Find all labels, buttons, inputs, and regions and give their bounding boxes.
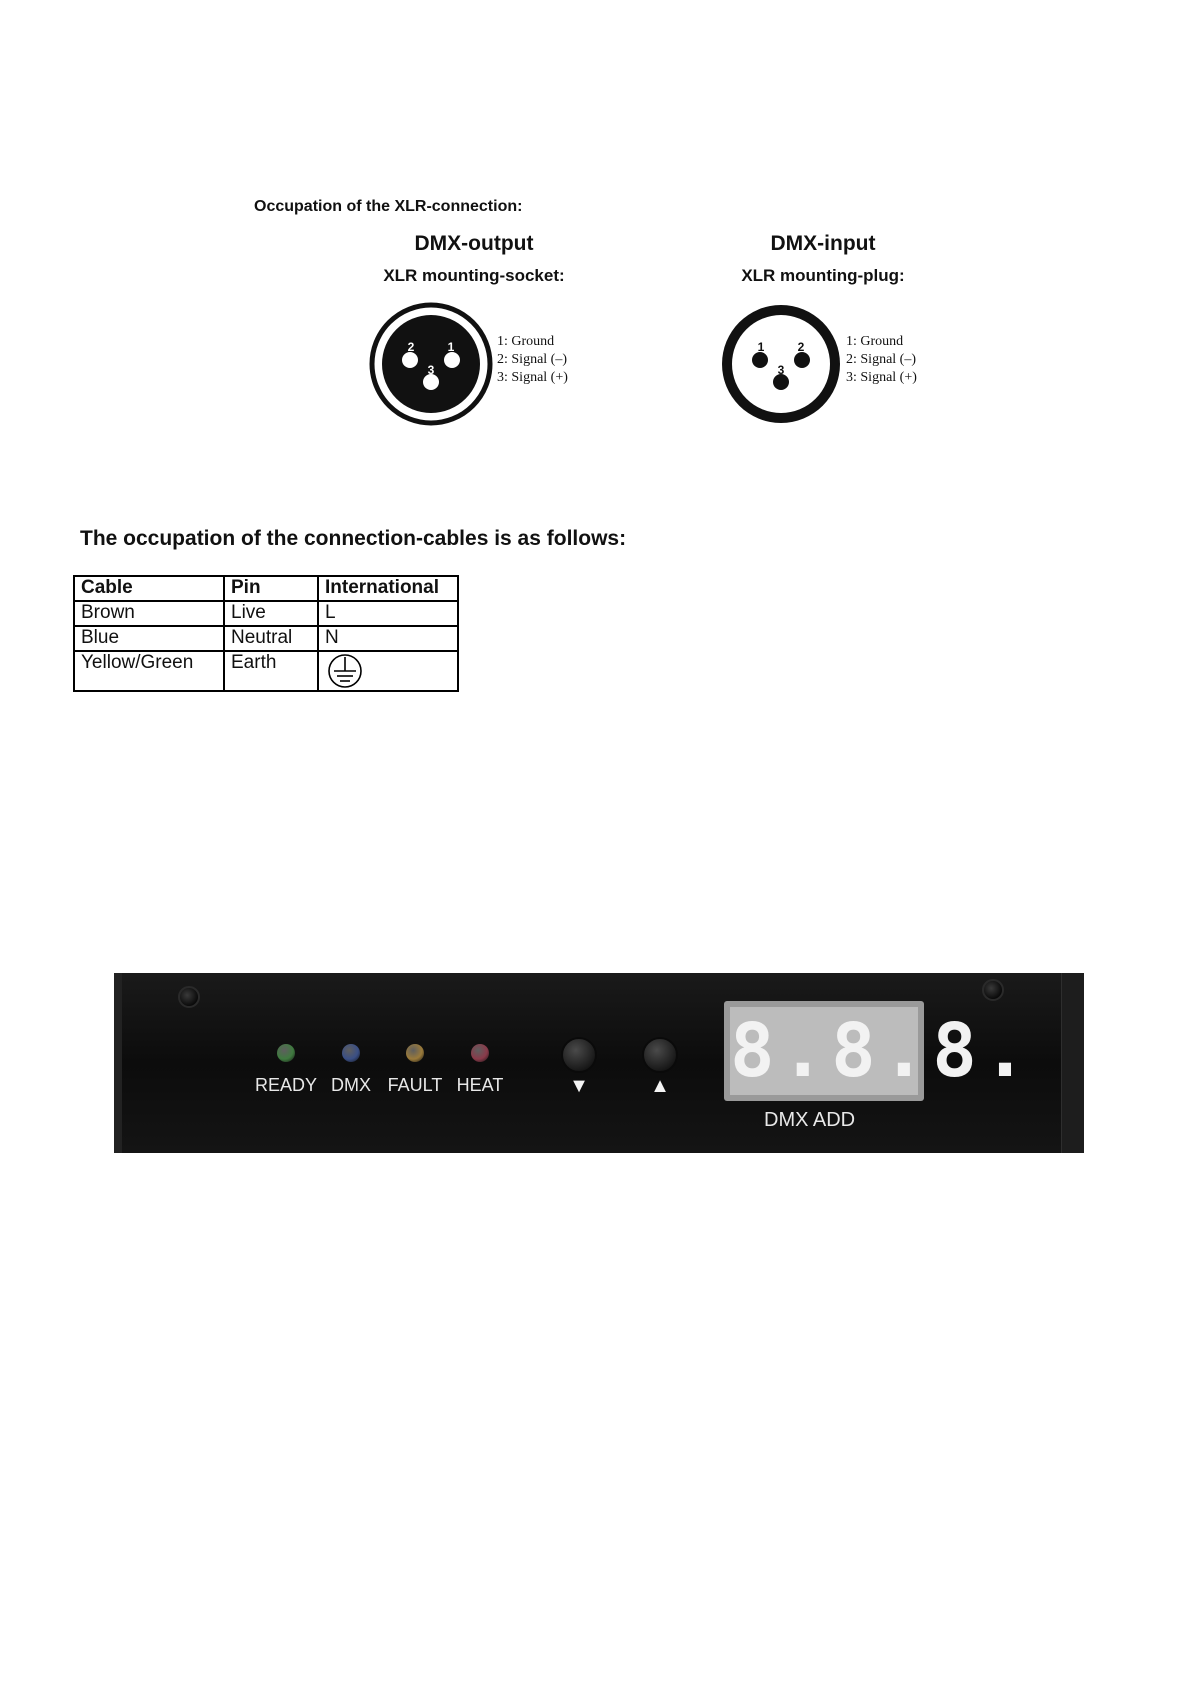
display-label: DMX ADD — [764, 1109, 856, 1131]
input-pin-3: 3: Signal (+) — [846, 370, 917, 385]
cell-cable: Blue — [74, 626, 224, 651]
device-front-panel — [114, 973, 1084, 1153]
table-row — [74, 626, 458, 651]
header-international: International — [318, 576, 458, 601]
input-pin-2: 2: Signal (–) — [846, 352, 916, 367]
dmx-input-subtitle: XLR mounting-plug: — [741, 266, 905, 285]
table-row — [74, 601, 458, 626]
cell-pin: Neutral — [224, 626, 318, 651]
output-pin-3: 3: Signal (+) — [497, 370, 568, 385]
socket-label-3: 3 — [427, 363, 435, 377]
led-ready — [277, 1044, 295, 1062]
socket-label-1: 1 — [447, 340, 455, 354]
up-button[interactable] — [642, 1037, 678, 1073]
table-row — [74, 651, 458, 691]
led-dmx — [342, 1044, 360, 1062]
header-cable: Cable — [74, 576, 224, 601]
cables-table — [73, 575, 459, 692]
output-pin-2: 2: Signal (–) — [497, 352, 567, 367]
cell-international: N — [318, 626, 458, 651]
plug-pin-2 — [794, 352, 810, 368]
seven-segment-display — [724, 1001, 1034, 1101]
cell-cable: Yellow/Green — [74, 651, 224, 691]
input-pin-list — [846, 333, 917, 387]
led-fault — [406, 1044, 424, 1062]
arrow-down-icon: ▼ — [569, 1075, 589, 1097]
output-pin-1: 1: Ground — [497, 334, 555, 349]
plug-pin-1 — [752, 352, 768, 368]
down-button[interactable] — [561, 1037, 597, 1073]
plug-label-3: 3 — [777, 363, 785, 377]
socket-label-2: 2 — [407, 340, 415, 354]
table-header-row — [74, 576, 458, 601]
cell-cable: Brown — [74, 601, 224, 626]
xlr-plug-diagram — [718, 302, 844, 426]
cell-international: L — [318, 601, 458, 626]
header-pin: Pin — [224, 576, 318, 601]
display-value: 8.8.8. — [730, 1008, 1034, 1094]
cell-pin: Live — [224, 601, 318, 626]
panel-edge-right — [1061, 973, 1084, 1153]
socket-pin-2 — [402, 352, 418, 368]
xlr-heading: Occupation of the XLR-connection: — [254, 198, 523, 215]
led-heat — [471, 1044, 489, 1062]
screw-icon — [982, 979, 1004, 1001]
led-label-fault: FAULT — [387, 1075, 443, 1095]
screw-icon — [178, 986, 200, 1008]
dmx-output-subtitle: XLR mounting-socket: — [383, 266, 565, 285]
plug-label-2: 2 — [797, 340, 805, 354]
cell-pin: Earth — [224, 651, 318, 691]
dmx-output-title: DMX-output — [414, 232, 534, 255]
xlr-socket-diagram — [368, 302, 494, 426]
earth-ground-icon — [325, 653, 365, 689]
plug-label-1: 1 — [757, 340, 765, 354]
display-face — [730, 1007, 1034, 1095]
arrow-up-icon: ▲ — [650, 1075, 670, 1097]
panel-edge-left — [114, 973, 122, 1153]
socket-pin-1 — [444, 352, 460, 368]
led-label-ready: READY — [254, 1075, 317, 1095]
cell-international — [318, 651, 458, 691]
cables-heading: The occupation of the connection-cables is as follows: — [80, 527, 627, 550]
input-pin-1: 1: Ground — [846, 334, 904, 349]
led-label-heat: HEAT — [456, 1075, 504, 1095]
output-pin-list — [497, 333, 568, 387]
dmx-input-title: DMX-input — [770, 232, 876, 255]
led-label-dmx: DMX — [331, 1075, 371, 1095]
